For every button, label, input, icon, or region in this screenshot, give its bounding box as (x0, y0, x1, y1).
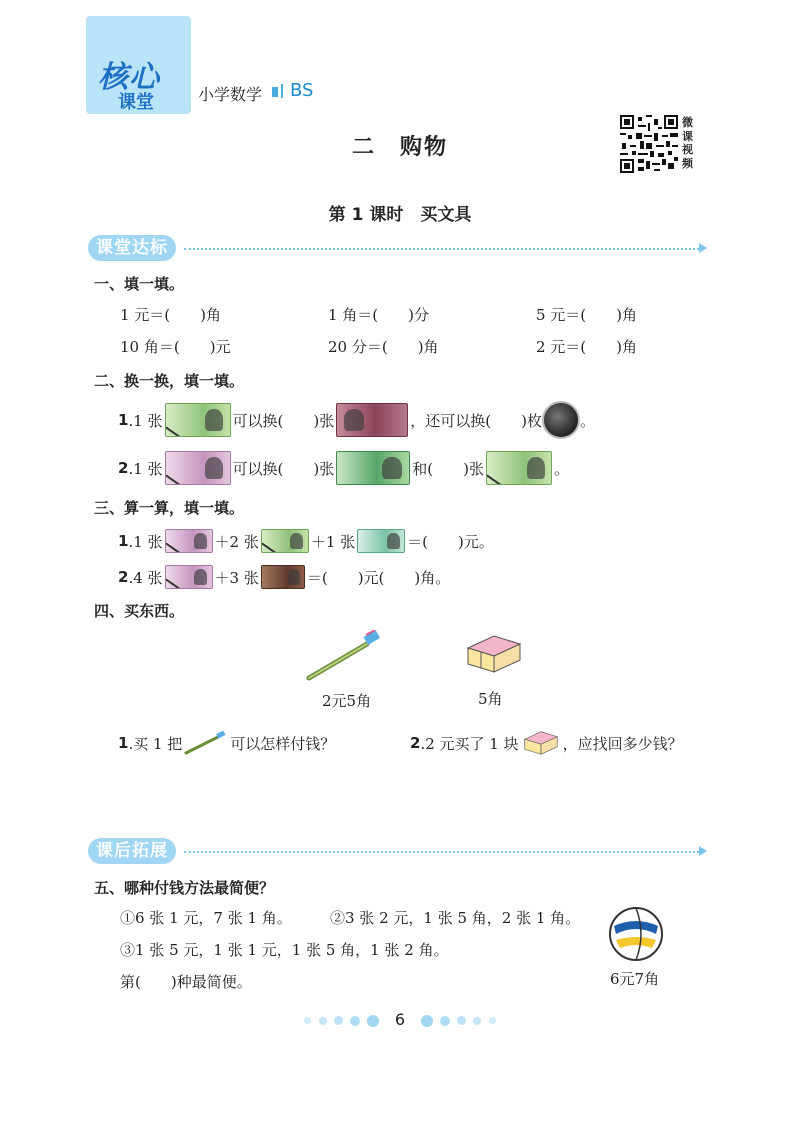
toothbrush-small-icon (184, 731, 228, 755)
footer-dot (304, 1017, 311, 1024)
q3-line-1-number: 1 (118, 532, 129, 550)
banner-arrow-icon (699, 846, 707, 856)
one-yuan-note-icon (165, 403, 231, 437)
page-number: 6 (394, 1010, 406, 1029)
q4-sub-2-number: 2 (410, 734, 421, 752)
separator-mark (272, 87, 278, 97)
q1-item: 20 分＝( )角 (328, 338, 439, 356)
edition-label: BS (290, 80, 314, 101)
q3-line-1 (118, 528, 494, 554)
qr-code-icon[interactable] (620, 115, 678, 173)
eraser-small-icon (521, 728, 561, 758)
two-jiao-note-icon (357, 529, 405, 553)
q2-line-2-text-a: .1 张 (128, 459, 163, 478)
q3-line-2-text-c: ＝( )元( )角。 (306, 568, 451, 587)
q4-heading: 四、买东西。 (94, 602, 185, 620)
q3-line-1-text-d: ＝( )元。 (407, 532, 494, 551)
q4-sub-1 (118, 730, 335, 756)
q3-line-2-number: 2 (118, 568, 129, 586)
q1-item: 10 角＝( )元 (120, 338, 231, 356)
footer-dot (319, 1017, 327, 1025)
q4-sub-1-text-b: 可以怎样付钱？ (230, 734, 336, 753)
q2-line-2-text-c: 和( )张 (412, 459, 484, 478)
q3-line-1-text-b: ＋2 张 (214, 532, 259, 551)
section-banner-homework (88, 838, 713, 866)
eraser-icon (464, 630, 524, 678)
q3-line-1-text-c: ＋1 张 (310, 532, 356, 551)
q2-line-2-number: 2 (118, 459, 129, 477)
banner-dotted-line (184, 851, 699, 853)
one-yuan-note-icon (486, 451, 552, 485)
q1-heading: 一、填一填。 (94, 275, 185, 293)
toothbrush-icon (305, 630, 385, 682)
section-banner-label: 课后拓展 (88, 838, 176, 864)
q2-line-1-text-a: .1 张 (128, 411, 163, 430)
two-yuan-note-icon (336, 451, 410, 485)
q3-line-1-text-a: .1 张 (128, 532, 163, 551)
q2-line-1-text-d: 。 (579, 411, 595, 430)
q5-option-2: ②3 张 2 元，1 张 5 角，2 张 1 角。 (330, 909, 581, 927)
volleyball-price: 6元7角 (610, 970, 660, 988)
footer-dot (489, 1017, 496, 1024)
toothbrush-price: 2元5角 (322, 692, 372, 710)
footer-dot (457, 1016, 466, 1025)
five-jiao-note-icon (165, 565, 213, 589)
five-jiao-note-icon (336, 403, 408, 437)
q2-line-2 (118, 450, 569, 486)
logo-title: 核心 (98, 60, 160, 95)
volleyball-icon (608, 906, 664, 962)
q3-line-2-text-a: .4 张 (128, 568, 163, 587)
five-jiao-note-icon (165, 529, 213, 553)
separator-bar (281, 84, 283, 98)
footer-dot (350, 1016, 360, 1026)
subject-label: 小学数学 (198, 85, 263, 104)
unit-title: 二 购物 (351, 135, 448, 160)
five-yuan-note-icon (165, 451, 231, 485)
q5-heading: 五、哪种付钱方法最简便？ (94, 879, 275, 897)
footer-dot (334, 1016, 343, 1025)
section-banner-label: 课堂达标 (88, 235, 176, 261)
q3-heading: 三、算一算，填一填。 (94, 499, 245, 517)
q2-line-1-text-c: ，还可以换( )枚 (410, 411, 542, 430)
q4-sub-1-text-a: .买 1 把 (128, 734, 183, 753)
q3-line-2 (118, 564, 450, 590)
q2-heading: 二、换一换，填一填。 (94, 372, 245, 390)
q1-item: 2 元＝( )角 (536, 338, 638, 356)
q4-sub-1-number: 1 (118, 734, 129, 752)
eraser-price: 5角 (478, 690, 503, 708)
q4-sub-2 (410, 728, 683, 758)
q2-line-1 (118, 402, 595, 438)
q2-line-1-number: 1 (118, 411, 129, 429)
q4-sub-2-text-b: ，应找回多少钱？ (562, 734, 683, 753)
qr-caption: 微课视频 (682, 116, 693, 170)
banner-arrow-icon (699, 243, 707, 253)
footer-dot (473, 1017, 481, 1025)
q5-option-3: ③1 张 5 元，1 张 1 元，1 张 5 角，1 张 2 角。 (120, 941, 449, 959)
q3-line-2-text-b: ＋3 张 (214, 568, 259, 587)
logo-subtitle: 课堂 (118, 92, 154, 113)
q1-item: 1 角＝( )分 (328, 306, 430, 324)
footer-dot (421, 1015, 433, 1027)
footer-dot (440, 1016, 450, 1026)
q1-item: 1 元＝( )角 (120, 306, 222, 324)
coin-icon (542, 401, 580, 439)
banner-dotted-line (184, 248, 699, 250)
q5-answer-line: 第( )种最简便。 (120, 973, 252, 991)
q4-sub-2-text-a: .2 元买了 1 块 (420, 734, 519, 753)
one-yuan-note-icon (261, 529, 309, 553)
lesson-title: 第 1 课时 买文具 (328, 205, 472, 225)
footer-dot (367, 1015, 379, 1027)
page-footer (0, 1010, 800, 1029)
q2-line-2-text-b: 可以换( )张 (232, 459, 335, 478)
one-jiao-note-icon (261, 565, 305, 589)
q2-line-1-text-b: 可以换( )张 (232, 411, 335, 430)
q5-option-1: ①6 张 1 元，7 张 1 角。 (120, 909, 292, 927)
section-banner-class (88, 235, 713, 263)
q1-item: 5 元＝( )角 (536, 306, 638, 324)
q2-line-2-text-d: 。 (553, 459, 569, 478)
